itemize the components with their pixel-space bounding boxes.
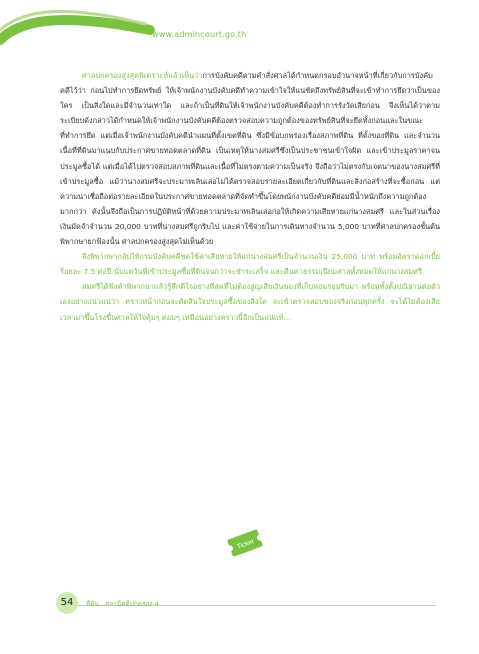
paragraph-2-text: จึงพิพากษากลับให้กรมบังคับคดีชดใช้ค่าเสียหายให้แก่นางสมศรีเป็นจำนวนเงิน 25,000 บาท พร้อมอัตราดอกเบี้ยร้อยละ 7.5 ต่อปี นับแต่วันที่เข้าประมูลซื้อที่ดินจนกว่าจะชำระเสร็จ และคืนค่าธรรมเนียมศาลทั้งหมดให้แก่นางสมศรี [60, 252, 440, 277]
paragraph-3 [60, 279, 440, 324]
ticket-label: Ticket [236, 538, 255, 551]
header-decoration [0, 0, 160, 60]
page-number: 54 [56, 592, 78, 614]
paragraph-3-text: สมศรีได้ฟังคำพิพากษาแล้วรู้สึกดีใจอย่างที่สุดที่ไม่ต้องสูญเสียเงินของที่เก็บหอมรอมริบมา พร้อมทั้งตั้งปณิธานต่อตัวเองอย่างแน่วแน่ว่า คราวหน้าก่อนจะตัดสินใจประมูลซื้อของสิ่งใด จะเข้าตรวจสอบของจริงก่อนทุกครั้ง จะได้ไม่ต้องเสียเวลามาขึ้นโรงขึ้นศาลให้ใจตุ้มๆ ต่อมๆ เหมือนอย่างคราวนี้อีกเป็นแน่แท้... [60, 282, 440, 322]
paragraph-1-text: การบังคับคดีตามคำสั่งศาลได้กำหนดกรอบอำนาจหน้าที่เกี่ยวกับการบังคับคดีไว้ว่า ก่อนไปทำการยึดทรัพย์ ให้เจ้าพนักงานบังคับคดีทำความเข้าใจให้แน่ชัดถึงทรัพย์สินที่จะเข้าทำการยึดว่าเป็นของใคร เป็นสิ่งใดและมีจำนวนเท่าใด และถ้าเป็นที่ดินให้เจ้าพนักงานบังคับคดีต้องทำการรังวัดเสียก่อน จึงเห็นได้ว่าตามระเบียบดังกล่าวได้กำหนดให้เจ้าพนักงานบังคับคดีต้องตรวจสอบความถูกต้องของทรัพย์สินที่จะยึดทั้งก่อนและในขณะที่ทำการยึด แต่เมื่อเจ้าพนักงานบังคับคดีนำแผนที่ตั้งเขตที่ดิน ซึ่งมีข้อบกพร่องเรื่องสภาพที่ดิน ที่ตั้งของที่ดิน และจำนวนเนื้อที่ที่ดินมาแนบกับประกาศขายทอดตลาดที่ดิน เป็นเหตุให้นางสมศรีซึ่งเป็นประชาชนเข้าใจผิด และเข้าประมูลราคาจนประมูลซื้อได้ แต่เมื่อได้ไปตรวจสอบสภาพที่ดินและเนื้อที่ไม่ตรงตามความเป็นจริง จึงถือว่าไม่ตรงกับเจตนาของนางสมศรีที่เข้าประมูลซื้อ แม้ว่านางสมศรีจะประมาทเลินเล่อไม่ได้ตรวจสอบรายละเอียดเกี่ยวกับที่ดินและสิ่งก่อสร้างที่จะซื้อก่อน แต่ความน่าเชื่อถือต่อรายละเอียดในประกาศขายทอดตลาดที่จัดทำขึ้นโดยพนักงานบังคับคดีย่อมมีน้ำหนักถึงความถูกต้องมากกว่า ดังนั้นจึงถือเป็นการปฏิบัติหน้าที่ด้วยความประมาทเลินเล่อก่อให้เกิดความเสียหายแก่นางสมศรี และในส่วนเรื่องเงินมัดจำจำนวน 20,000 บาทที่นางสมศรีถูกริบไป และค่าใช้จ่ายในการเดินทางจำนวน 5,000 บาทที่ศาลปกครองชั้นต้นพิพากษายกฟ้องนั้น ศาลปกครองสูงสุดไม่เห็นด้วย [60, 71, 440, 247]
paragraph-2 [60, 249, 440, 279]
ticket-icon [225, 528, 265, 558]
paragraph-1 [60, 68, 440, 249]
header-website-url: www.admincourt.go.th [152, 30, 247, 39]
footer-title: ที่ดิน...สถานีคดีปกครอง 4 [86, 600, 159, 608]
paragraph-1-lead: ศาลปกครองสูงสุดพิเคราะห์แล้วเห็นว่า [82, 71, 203, 80]
article-body [60, 68, 440, 325]
